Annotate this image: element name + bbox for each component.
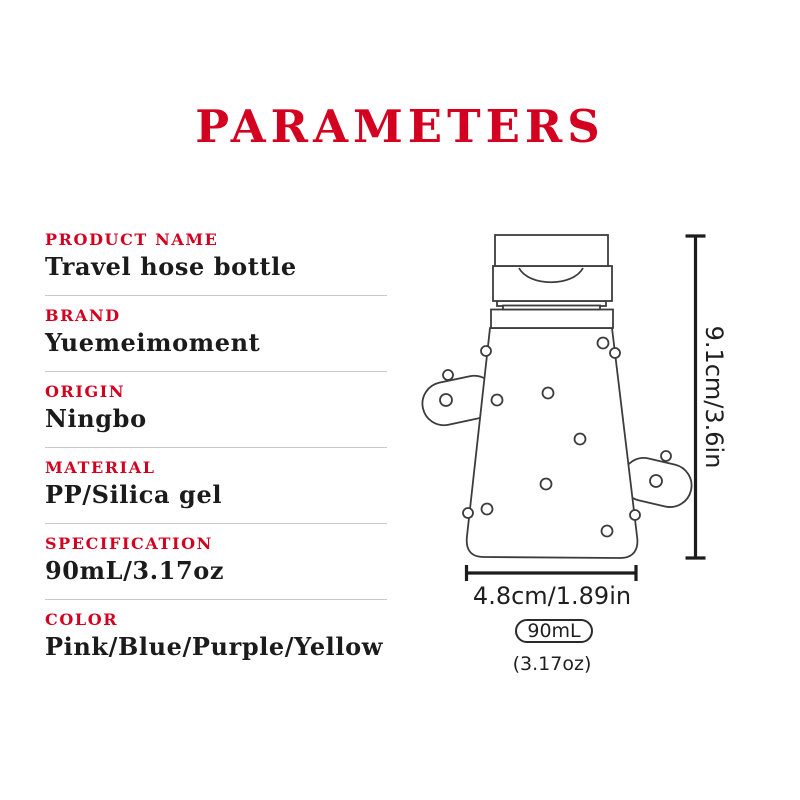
page-title: PARAMETERS: [195, 100, 605, 153]
spec-row-material: [45, 448, 387, 524]
left-strap-hole: [440, 394, 452, 406]
spec-value: Yuemeimoment: [45, 328, 261, 358]
bottle-shoulder-band: [491, 310, 613, 329]
spec-label: PRODUCT NAME: [45, 230, 219, 249]
spec-row-color: [45, 600, 387, 675]
bottle-body: [467, 328, 638, 558]
spec-value: 90mL/3.17oz: [45, 556, 225, 586]
spec-value: Pink/Blue/Purple/Yellow: [45, 632, 383, 662]
spec-row-origin: [45, 372, 387, 448]
right-strap-hole: [650, 475, 662, 487]
bottle-neck-ring-inner: [503, 306, 600, 310]
spec-value: Travel hose bottle: [45, 252, 297, 282]
spec-label: ORIGIN: [45, 381, 126, 401]
spec-label: MATERIAL: [45, 457, 156, 477]
capacity-badge-label: 90mL: [527, 620, 581, 642]
height-dimension-label: 9.1cm/3.6in: [700, 325, 728, 469]
spec-label: SPECIFICATION: [45, 533, 213, 553]
capacity-oz-label: (3.17oz): [512, 653, 592, 675]
spec-row-product-name: [45, 220, 387, 296]
spec-row-specification: [45, 524, 387, 600]
bottle-diagram: [410, 218, 760, 688]
bottle-lid: [495, 235, 608, 266]
spec-label: BRAND: [45, 305, 121, 325]
spec-row-brand: [45, 296, 387, 372]
width-dimension-line: [467, 565, 637, 581]
left-strap-bump: [443, 370, 453, 380]
bottle-cap: [491, 235, 613, 328]
spec-label: COLOR: [45, 609, 119, 629]
right-strap-bump: [661, 451, 671, 461]
spec-value: Ningbo: [45, 404, 147, 434]
spec-value: PP/Silica gel: [45, 480, 223, 510]
spec-list: [45, 220, 387, 675]
width-dimension-label: 4.8cm/1.89in: [472, 582, 632, 610]
